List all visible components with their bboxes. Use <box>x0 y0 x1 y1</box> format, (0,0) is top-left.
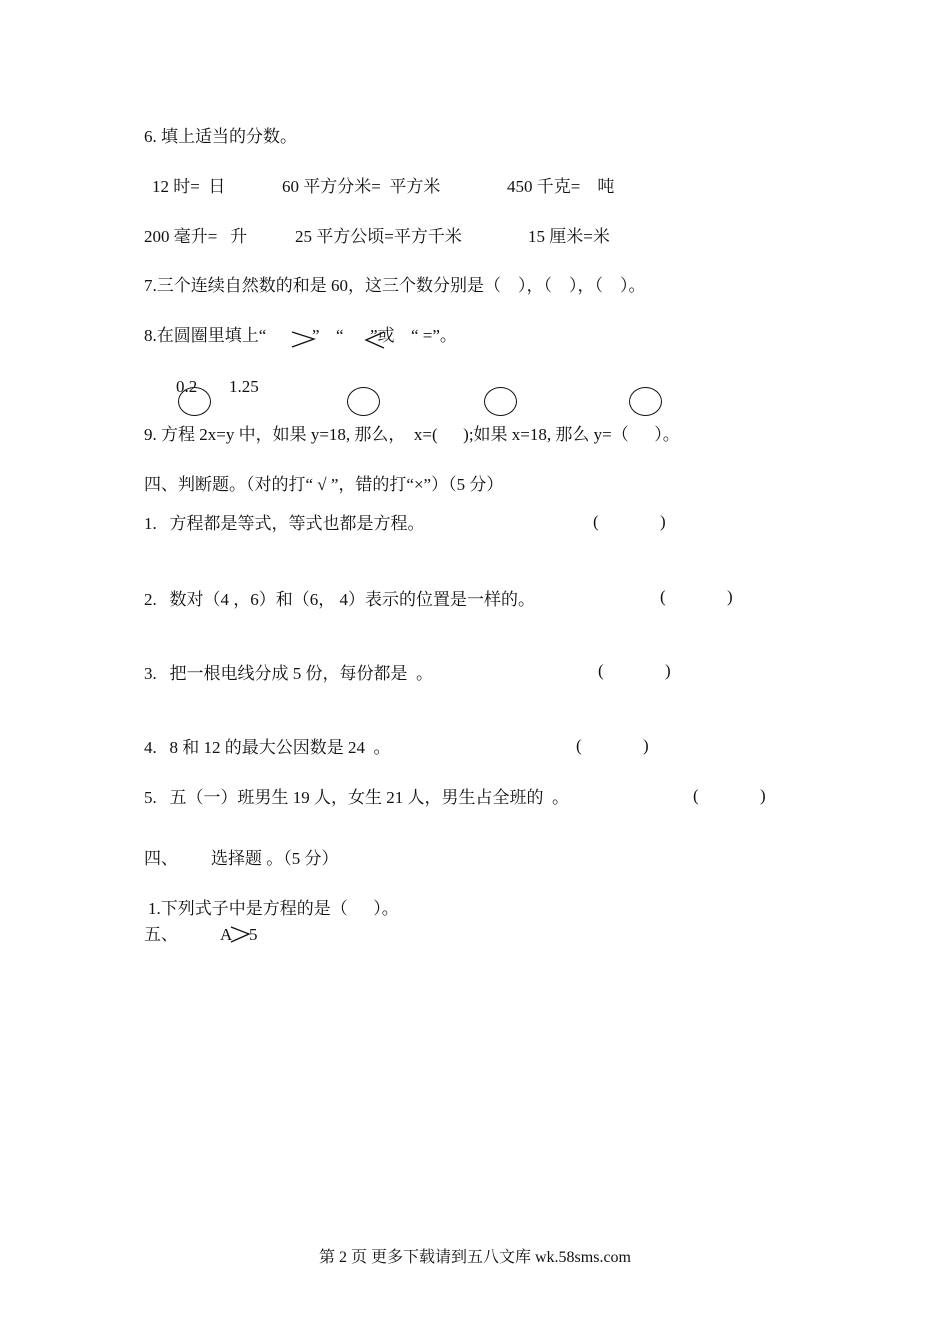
choice-option-a-label: A <box>220 925 233 944</box>
q8-prefix: 8.在圆圈里填上“ <box>144 326 267 345</box>
judge-paren-close-1: ) <box>660 512 666 531</box>
judge-item-3: 3. 把一根电线分成 5 份，每份都是 。 <box>144 664 433 683</box>
compare-circle-3[interactable] <box>484 387 517 416</box>
page-footer: 第 2 页 更多下载请到五八文库 wk.58sms.com <box>318 1249 631 1266</box>
compare-circle-2[interactable] <box>347 387 380 416</box>
q8-right-value: 1.25 <box>229 377 259 396</box>
judge-section-title: 四、判断题。（对的打“ √ ”，错的打“×”）（5 分） <box>144 475 504 494</box>
judge-paren-open-5: ( <box>693 786 699 805</box>
judge-paren-close-2: ) <box>727 587 733 606</box>
judge-item-2: 2. 数对（4 ，6）和（6， 4）表示的位置是一样的。 <box>144 590 535 609</box>
q8-left-value: 0.2 <box>176 377 198 396</box>
judge-item-1: 1. 方程都是等式，等式也都是方程。 <box>144 514 425 533</box>
judge-item-4: 4. 8 和 12 的最大公因数是 24 。 <box>144 738 391 757</box>
compare-circle-4[interactable] <box>629 387 662 416</box>
q8-quote-open: “ <box>336 326 344 345</box>
q6-item-3: 450 千克= 吨 <box>507 177 615 196</box>
choice-option-a-value: 5 <box>249 925 258 944</box>
q6-item-1: 12 时= 日 <box>152 177 226 196</box>
judge-item-5: 5. 五（一）班男生 19 人，女生 21 人，男生占全班的 。 <box>144 788 569 807</box>
judge-paren-close-5: ) <box>760 786 766 805</box>
q6-item-2: 60 平方分米= 平方米 <box>282 177 441 196</box>
judge-paren-close-4: ) <box>643 736 649 755</box>
choice-section-number: 四、 <box>144 849 178 868</box>
q8-quote-close: ” <box>312 326 320 345</box>
judge-paren-open-2: ( <box>660 587 666 606</box>
q7-text: 7.三个连续自然数的和是 60，这三个数分别是（ ），（ ），（ ）。 <box>144 276 646 295</box>
judge-paren-open-1: ( <box>593 512 599 531</box>
q6-title: 6. 填上适当的分数。 <box>144 127 297 146</box>
choice-section-title: 选择题 。（5 分） <box>211 849 339 868</box>
q9-text: 9. 方程 2x=y 中，如果 y=18, 那么， x=( );如果 x=18, 那么 y=（ ）。 <box>144 425 680 444</box>
section-number-5: 五、 <box>144 925 178 944</box>
q8-or: ”或 <box>370 326 395 345</box>
q6-item-5: 25 平方公顷=平方千米 <box>295 227 462 246</box>
q6-item-6: 15 厘米=米 <box>528 227 610 246</box>
judge-paren-open-3: ( <box>598 661 604 680</box>
judge-paren-close-3: ) <box>665 661 671 680</box>
q6-item-4: 200 毫升= 升 <box>144 227 248 246</box>
compare-circle-1[interactable] <box>178 387 211 416</box>
judge-paren-open-4: ( <box>576 736 582 755</box>
q8-eq: “ =”。 <box>411 326 457 345</box>
choice-q1: 1.下列式子中是方程的是（ ）。 <box>148 899 399 918</box>
